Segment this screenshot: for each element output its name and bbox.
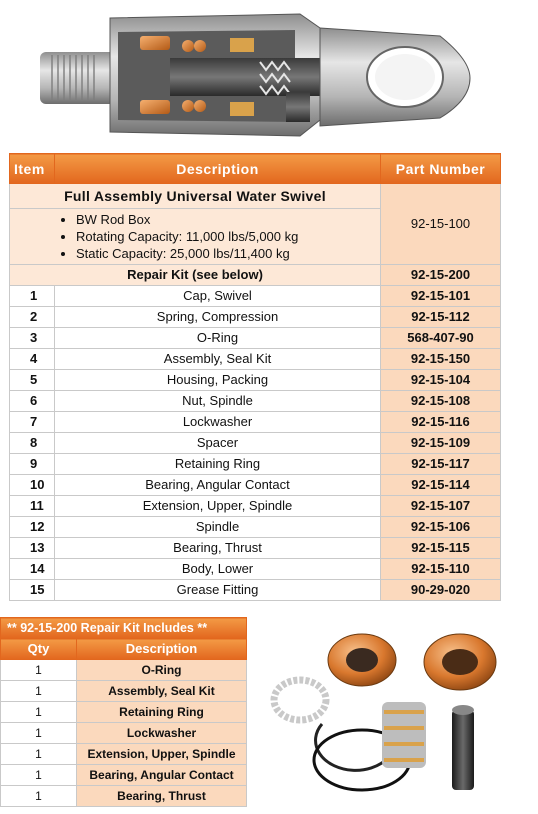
kit-qty: 1 xyxy=(1,723,77,744)
item-number: 6 xyxy=(10,391,55,412)
item-description: Spindle xyxy=(55,517,381,538)
kit-qty: 1 xyxy=(1,744,77,765)
item-part-number: 92-15-114 xyxy=(381,475,501,496)
parts-table-header xyxy=(10,154,501,184)
repair-kit-part-number: 92-15-200 xyxy=(381,265,501,286)
kit-description: Lockwasher xyxy=(77,723,247,744)
table-row xyxy=(10,475,501,496)
item-part-number: 92-15-107 xyxy=(381,496,501,517)
table-row xyxy=(10,412,501,433)
item-number: 8 xyxy=(10,433,55,454)
table-row xyxy=(10,517,501,538)
table-row xyxy=(10,349,501,370)
kit-row xyxy=(1,786,247,807)
item-number: 12 xyxy=(10,517,55,538)
item-part-number: 92-15-106 xyxy=(381,517,501,538)
kit-header-qty: Qty xyxy=(1,639,77,660)
assembly-title-row xyxy=(10,184,501,209)
header-item: Item xyxy=(10,154,55,184)
kit-row xyxy=(1,765,247,786)
item-part-number: 92-15-108 xyxy=(381,391,501,412)
item-number: 1 xyxy=(10,286,55,307)
item-description: Spring, Compression xyxy=(55,307,381,328)
item-part-number: 90-29-020 xyxy=(381,580,501,601)
table-row xyxy=(10,286,501,307)
kit-description: O-Ring xyxy=(77,660,247,681)
table-row xyxy=(10,559,501,580)
table-row xyxy=(10,454,501,475)
item-description: Bearing, Thrust xyxy=(55,538,381,559)
item-part-number: 92-15-116 xyxy=(381,412,501,433)
item-number: 13 xyxy=(10,538,55,559)
kit-qty: 1 xyxy=(1,660,77,681)
kit-header-description: Description xyxy=(77,639,247,660)
item-description: Housing, Packing xyxy=(55,370,381,391)
item-description: O-Ring xyxy=(55,328,381,349)
item-part-number: 92-15-112 xyxy=(381,307,501,328)
header-description: Description xyxy=(55,154,381,184)
table-row xyxy=(10,496,501,517)
assembly-title: Full Assembly Universal Water Swivel xyxy=(10,184,381,209)
header-part-number: Part Number xyxy=(381,154,501,184)
kit-description: Extension, Upper, Spindle xyxy=(77,744,247,765)
water-swivel-cutaway-illustration xyxy=(0,0,538,150)
kit-row xyxy=(1,723,247,744)
item-number: 11 xyxy=(10,496,55,517)
table-row xyxy=(10,580,501,601)
kit-qty: 1 xyxy=(1,765,77,786)
kit-description: Retaining Ring xyxy=(77,702,247,723)
item-description: Grease Fitting xyxy=(55,580,381,601)
item-number: 15 xyxy=(10,580,55,601)
item-number: 9 xyxy=(10,454,55,475)
item-part-number: 92-15-115 xyxy=(381,538,501,559)
kit-qty: 1 xyxy=(1,786,77,807)
item-number: 3 xyxy=(10,328,55,349)
table-row xyxy=(10,433,501,454)
item-part-number: 92-15-109 xyxy=(381,433,501,454)
kit-row xyxy=(1,681,247,702)
item-description: Bearing, Angular Contact xyxy=(55,475,381,496)
kit-qty: 1 xyxy=(1,702,77,723)
assembly-feature: • Rotating Capacity: 11,000 lbs/5,000 kg xyxy=(76,228,380,245)
parts-table xyxy=(9,153,501,601)
table-row xyxy=(10,370,501,391)
kit-description: Bearing, Angular Contact xyxy=(77,765,247,786)
item-part-number: 92-15-150 xyxy=(381,349,501,370)
kit-row xyxy=(1,744,247,765)
repair-kit-label: Repair Kit (see below) xyxy=(10,265,381,286)
item-description: Cap, Swivel xyxy=(55,286,381,307)
kit-qty: 1 xyxy=(1,681,77,702)
item-number: 14 xyxy=(10,559,55,580)
kit-description: Bearing, Thrust xyxy=(77,786,247,807)
repair-kit-table xyxy=(0,617,247,807)
kit-row xyxy=(1,702,247,723)
item-description: Assembly, Seal Kit xyxy=(55,349,381,370)
item-part-number: 92-15-101 xyxy=(381,286,501,307)
item-number: 5 xyxy=(10,370,55,391)
repair-kit-components-photo xyxy=(262,632,532,802)
kit-row xyxy=(1,660,247,681)
assembly-feature: • BW Rod Box xyxy=(76,211,380,228)
item-number: 7 xyxy=(10,412,55,433)
item-part-number: 92-15-104 xyxy=(381,370,501,391)
assembly-feature-list xyxy=(52,211,380,262)
table-row xyxy=(10,538,501,559)
item-number: 10 xyxy=(10,475,55,496)
item-description: Retaining Ring xyxy=(55,454,381,475)
item-description: Spacer xyxy=(55,433,381,454)
item-part-number: 568-407-90 xyxy=(381,328,501,349)
table-row xyxy=(10,307,501,328)
item-number: 4 xyxy=(10,349,55,370)
table-row xyxy=(10,328,501,349)
item-description: Lockwasher xyxy=(55,412,381,433)
item-part-number: 92-15-110 xyxy=(381,559,501,580)
table-row xyxy=(10,391,501,412)
item-description: Extension, Upper, Spindle xyxy=(55,496,381,517)
item-part-number: 92-15-117 xyxy=(381,454,501,475)
repair-kit-row xyxy=(10,265,501,286)
item-description: Body, Lower xyxy=(55,559,381,580)
repair-kit-title: ** 92-15-200 Repair Kit Includes ** xyxy=(1,618,247,639)
assembly-part-number: 92-15-100 xyxy=(381,184,501,265)
item-number: 2 xyxy=(10,307,55,328)
assembly-feature: • Static Capacity: 25,000 lbs/11,400 kg xyxy=(76,245,380,262)
item-description: Nut, Spindle xyxy=(55,391,381,412)
kit-description: Assembly, Seal Kit xyxy=(77,681,247,702)
